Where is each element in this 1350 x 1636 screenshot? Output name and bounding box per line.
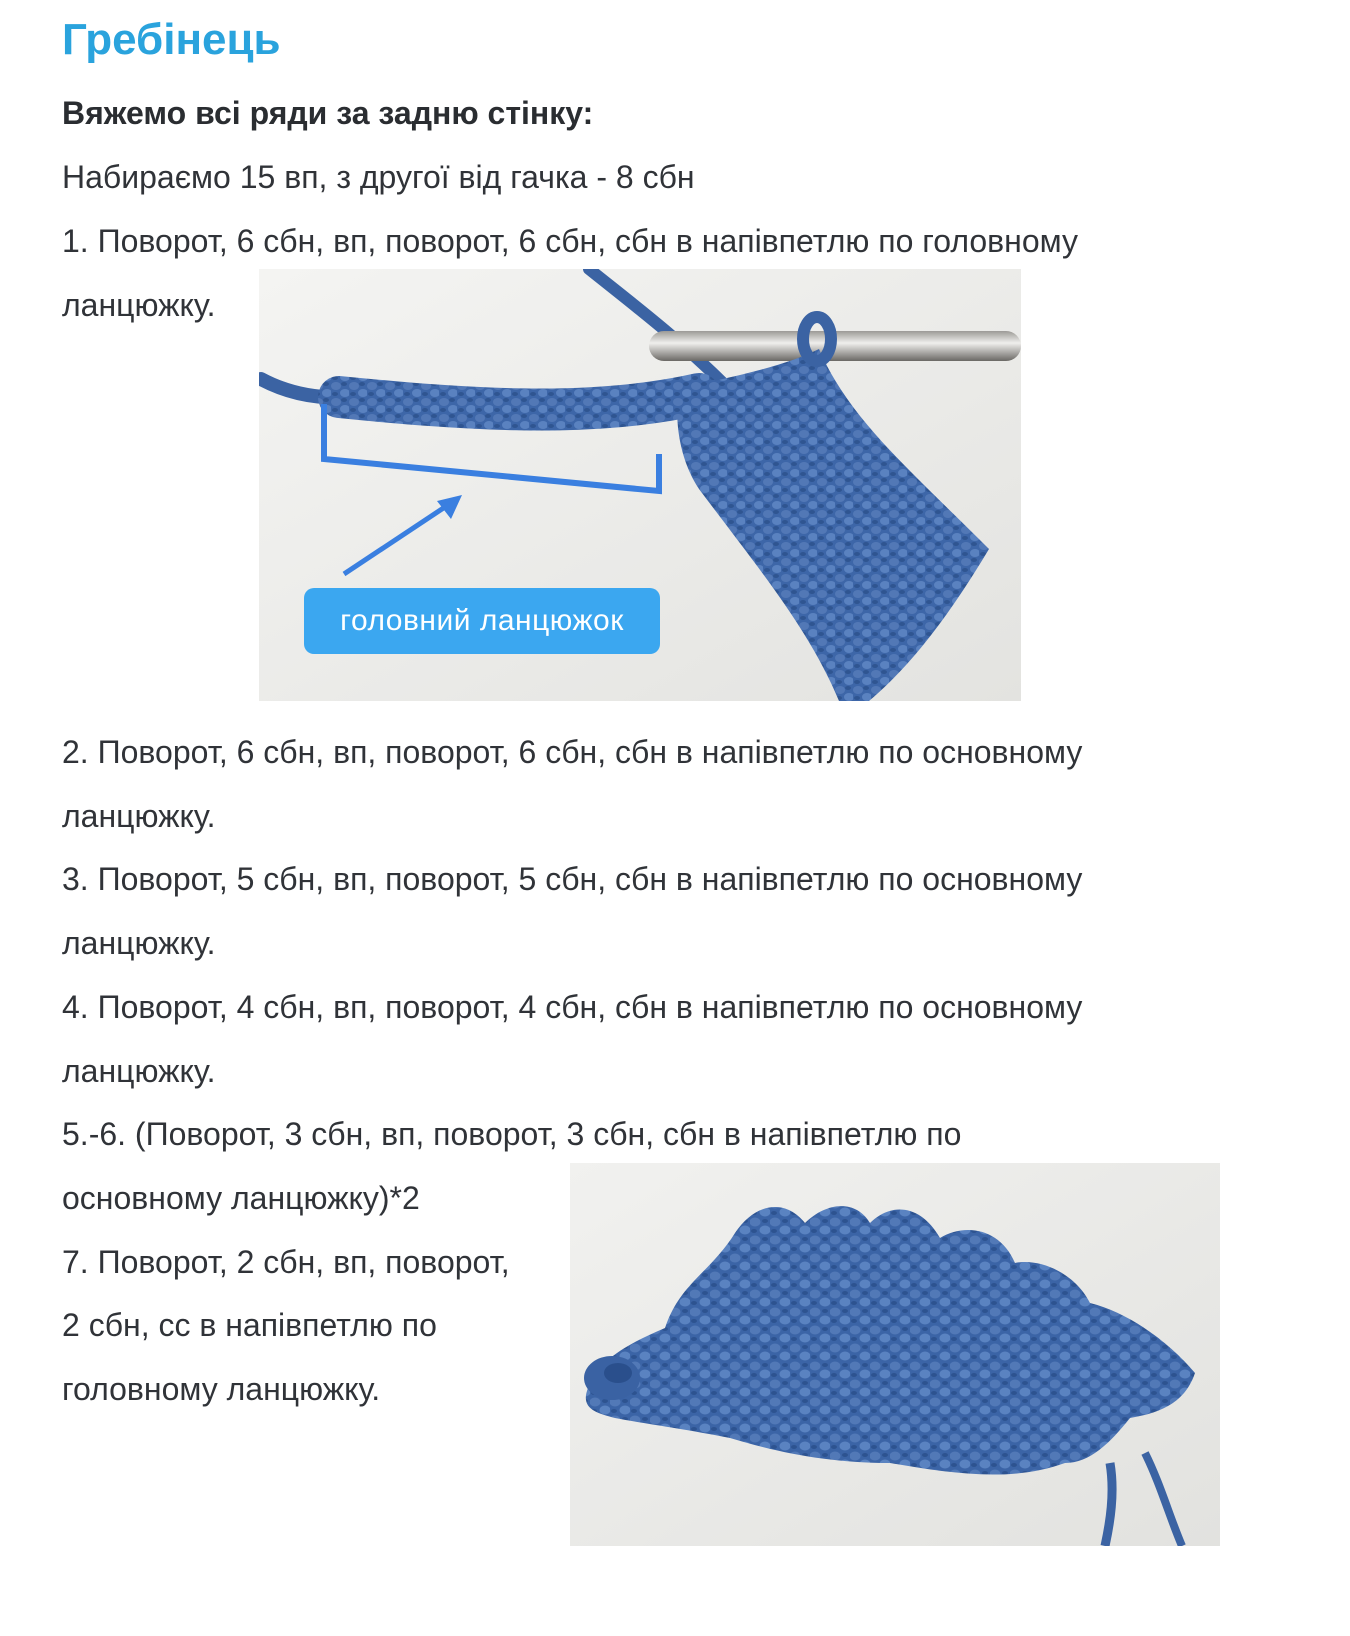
photo-chain-with-hook: [259, 269, 1021, 701]
row-1-text-cont: ланцюжку.: [62, 287, 216, 323]
row-7-text-cont2: головному ланцюжку.: [62, 1371, 381, 1407]
subtitle: Вяжемо всі ряди за задню стінку:: [62, 95, 594, 131]
row-3-text-cont: ланцюжку.: [62, 925, 216, 961]
photo-comb-svg: [570, 1163, 1220, 1546]
page-title: Гребінець: [62, 15, 281, 64]
row-2-text: 2. Поворот, 6 сбн, вп, поворот, 6 сбн, сбн в напівпетлю по основному: [62, 734, 1083, 770]
row-7-text-cont: 2 сбн, сс в напівпетлю по: [62, 1307, 437, 1343]
intro-text: Набираємо 15 вп, з другої від гачка - 8 сбн: [62, 159, 695, 195]
photo-finished-comb: [570, 1163, 1220, 1546]
chain-label: головний ланцюжок: [304, 588, 660, 654]
row-4-text-cont: ланцюжку.: [62, 1053, 216, 1089]
row-5-6-text-cont: основному ланцюжку)*2: [62, 1180, 420, 1216]
row-4-text: 4. Поворот, 4 сбн, вп, поворот, 4 сбн, сбн в напівпетлю по основному: [62, 989, 1083, 1025]
row-5-6-text: 5.-6. (Поворот, 3 сбн, вп, поворот, 3 сбн, сбн в напівпетлю по: [62, 1116, 962, 1152]
row-7-text: 7. Поворот, 2 сбн, вп, поворот,: [62, 1244, 510, 1280]
row-2-text-cont: ланцюжку.: [62, 798, 216, 834]
row-3-text: 3. Поворот, 5 сбн, вп, поворот, 5 сбн, сбн в напівпетлю по основному: [62, 861, 1083, 897]
row-1-text: 1. Поворот, 6 сбн, вп, поворот, 6 сбн, сбн в напівпетлю по головному: [62, 223, 1078, 259]
